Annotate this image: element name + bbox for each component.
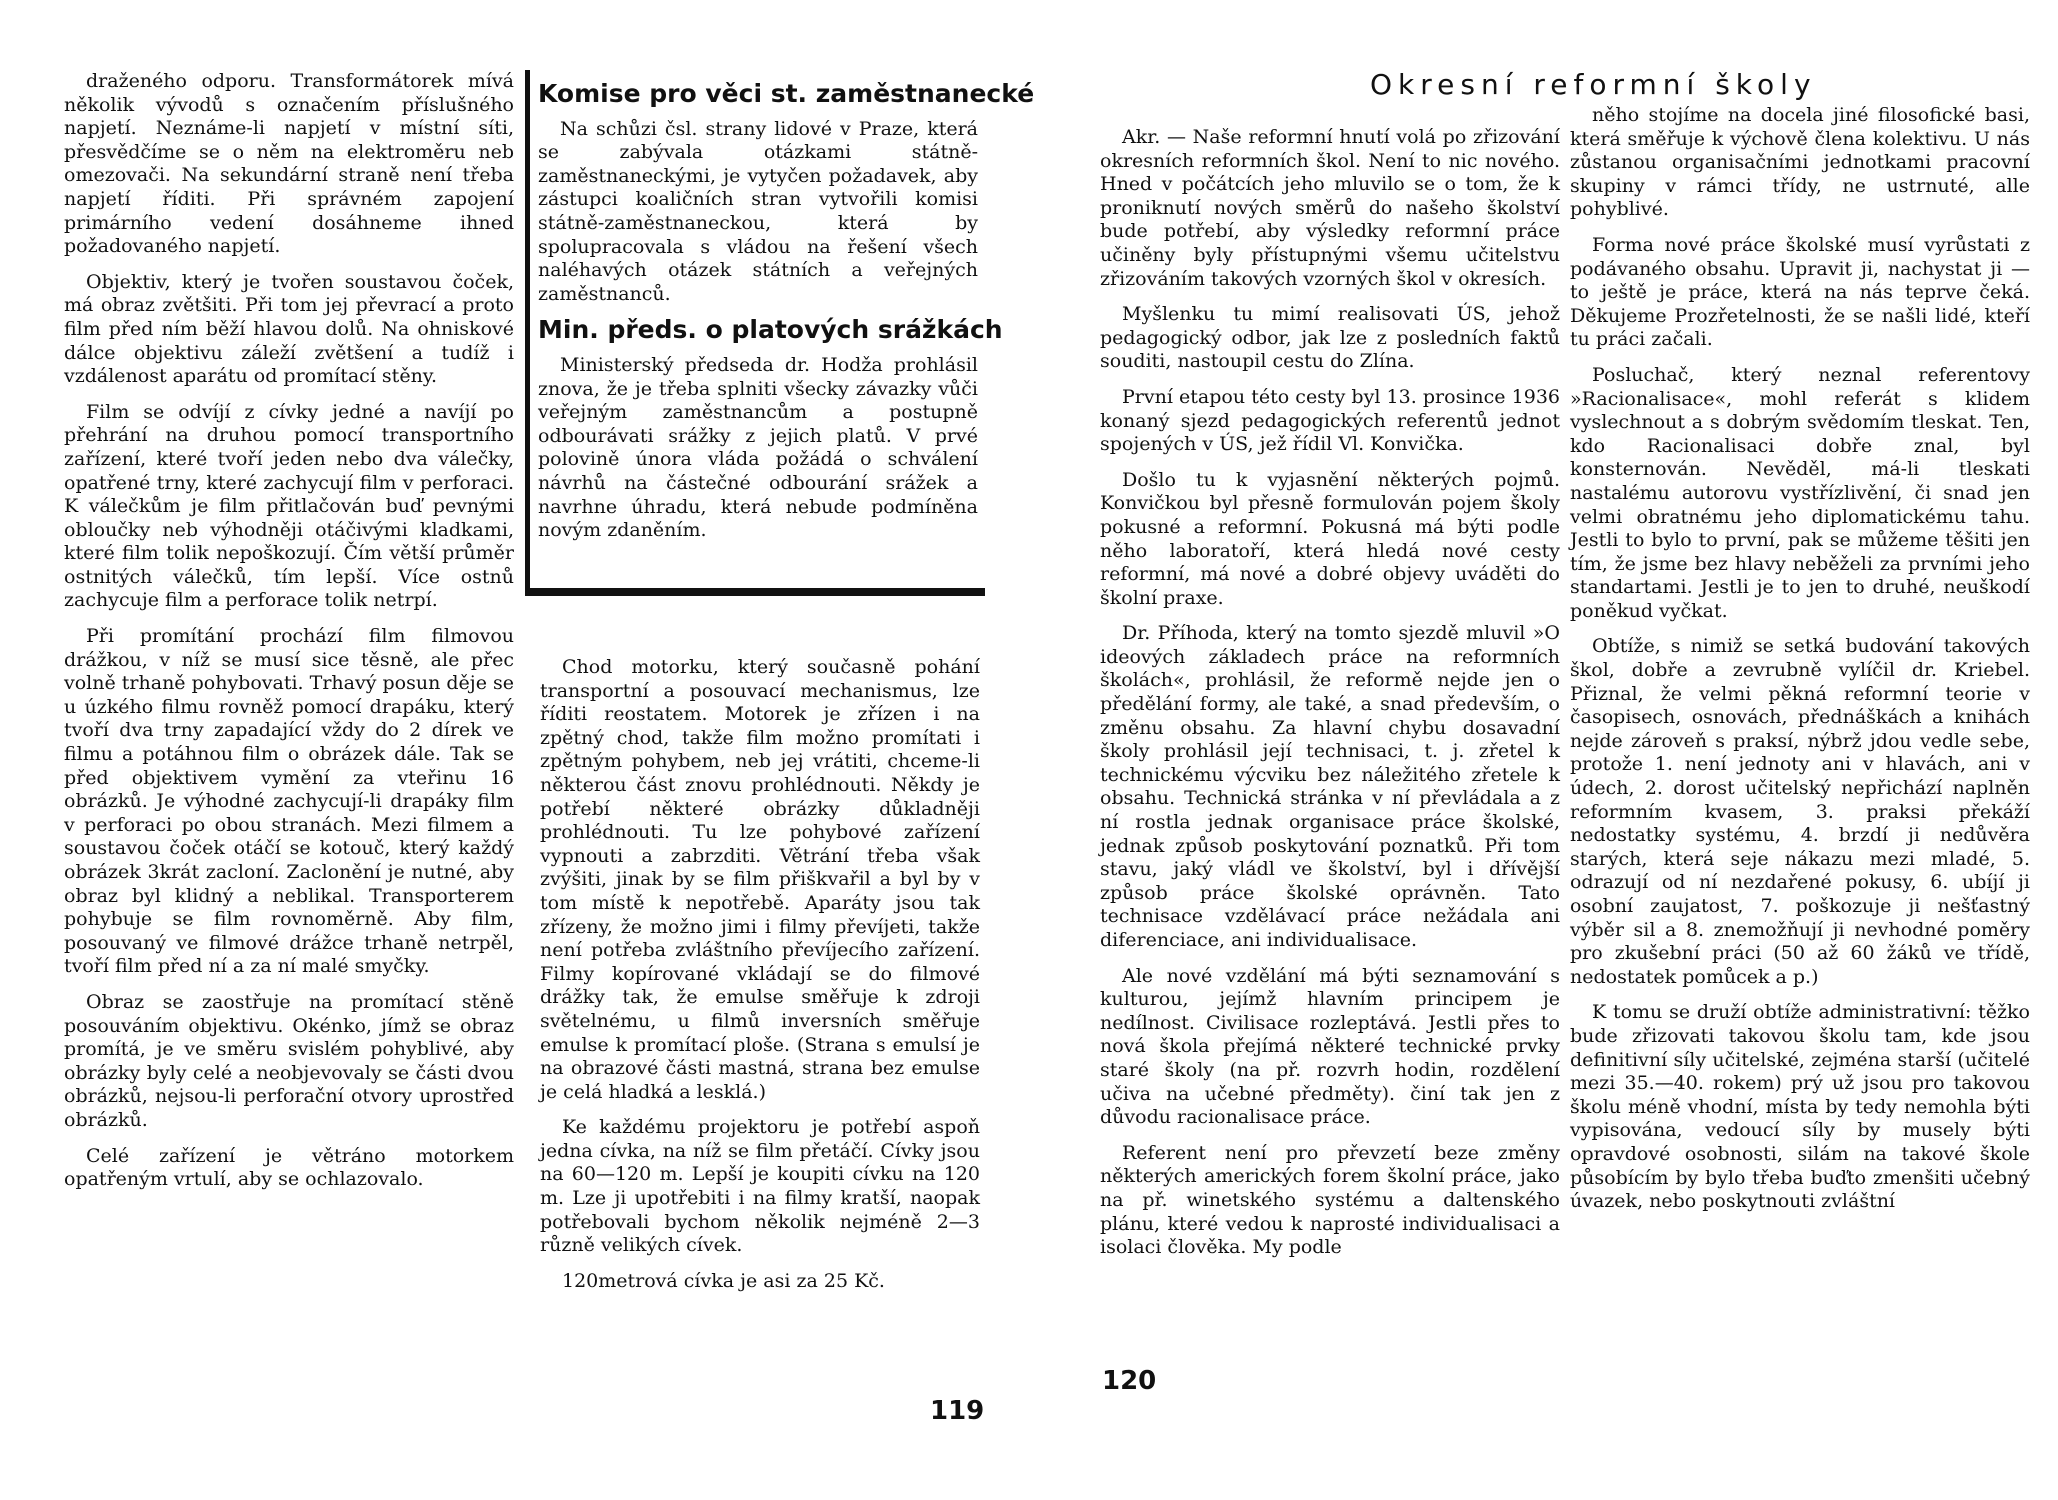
right-col1-paragraph: Dr. Příhoda, který na tomto sjezdě mluvil »O ideových základech práce na reformních školách«, prohlásil, že reformě nejde jen o předělání formy, ale také, a snad především, o změnu obsahu. Za hlavní chybu dosavadní školy prohlásil její technisaci, t. j. zřetel k technickému výcviku bez náležitého zřetele k obsahu. Technická stránka v ní převládala a z ní rostla jednak organisace práce školské, jednak způsob poskytování poznatků. Při tom stavu, jaký vládl ve školství, byl i dřívější způsob práce školské oprávněn. Tato technisace vzdělávací práce nežádala ani diferenciace, ani individualisace. <box>1100 622 1560 951</box>
page-number-right: 120 <box>1102 1366 1157 1396</box>
news-text-2: Ministerský předseda dr. Hodža prohlásil znova, že je třeba splniti všecky závazky vůči veřejným zaměstnancům a postupně odbourávati srážky z jejich platů. V prvé polovině února vláda požádá o schválení návrhů na částečné odbourání srážek a navrhne úhradu, která nebude podmíněna novým zdaněním. <box>538 353 978 542</box>
right-col1-paragraph: Akr. — Naše reformní hnutí volá po zřizování okresních reformních škol. Není to nic nového. Hned v počátcích jeho mluvilo se o tom, že k proniknutí nových směrů do našeho školství bude potřebí, aby výsledky reformní práce učiněny byly přístupnými všemu učitelstvu zřizováním takových vzorných škol v okresích. <box>1100 126 1560 290</box>
right-col2-paragraph: Forma nové práce školské musí vyrůstati z podávaného obsahu. Upravit ji, nachystat ji — to ještě je práce, která na nás teprve čeká. Děkujeme Prozřetelnosti, že se našli lidé, kteří tu práci začali. <box>1570 233 2030 351</box>
right-page <box>1040 0 2058 1500</box>
left-col1-paragraph: Obraz se zaostřuje na promítací stěně posouváním objektivu. Okénko, jímž se obraz promítá, je ve směru svislém pohyblivé, aby obrázky byly celé a neobjevovaly se části dvou obrázků, nejsou-li perforační otvory uprostřed obrázků. <box>64 990 514 1131</box>
left-column-2 <box>540 656 980 1305</box>
right-column-2 <box>1570 104 2030 1226</box>
left-col1-paragraph: draženého odporu. Transformátorek mívá několik vývodů s označením příslušného napjetí. Neznáme-li napjetí v místní síti, přesvědčíme se o něm na elektroměru neb omezovači. Na sekundární straně není třeba napjetí říditi. Při správném zapojení primárního vedení dosáhneme ihned požadovaného napjetí. <box>64 70 514 258</box>
right-col1-paragraph: Referent není pro převzetí beze změny některých amerických forem školní práce, jako na př. winetského systému a daltenského plánu, které vedou k naprosté individualisaci a isolaci člověka. My podle <box>1100 1141 1560 1259</box>
news-box <box>538 76 1035 555</box>
news-box-left-rule <box>525 70 530 590</box>
page-number-left: 119 <box>930 1396 985 1426</box>
right-col1-paragraph: První etapou této cesty byl 13. prosince 1936 konaný sjezd pedagogických referentů jednot spojených v ÚS, jež řídil Vl. Konvička. <box>1100 385 1560 456</box>
news-headline-1: Komise pro věci st. zaměstnanecké <box>538 79 1035 108</box>
right-col1-paragraph: Došlo tu k vyjasnění některých pojmů. Konvičkou byl přesně formulován pojem školy pokusné a reformní. Pokusná má býti podle něho laboratoří, která hledá nové cesty reformní, má nové a dobré objevy uváděti do školní praxe. <box>1100 468 1560 609</box>
left-col2-paragraph: 120metrová cívka je asi za 25 Kč. <box>562 1269 885 1292</box>
news-box-bottom-rule <box>525 588 985 596</box>
news-text-1: Na schůzi čsl. strany lidové v Praze, která se zabývala otázkami státně-zaměstnaneckými, je vytyčen požadavek, aby zástupci koaličních stran vytvořili komisi státně-zaměstnaneckou, která by spolupracovala s vládou na řešení všech naléhavých otázek státních a veřejných zaměstnanců. <box>538 117 978 305</box>
article-title: Okresní reformní školy <box>1370 68 1817 101</box>
right-col2-paragraph: K tomu se druží obtíže administrativní: těžko bude zřizovati takovou školu tam, kde jsou definitivní síly učitelské, zejména starší (učitelé mezi 35.—40. rokem) prý už jsou pro takovou školu méně vhodní, místa by tedy nemohla býti vypisována, vedoucí síly by musely býti opravdové osobnosti, silám na takové škole působícím by bylo třeba buďto zmenšiti učebný úvazek, nebo poskytnouti zvláštní <box>1570 1001 2030 1213</box>
right-col1-paragraph: Myšlenku tu mimí realisovati ÚS, jehož pedagogický odbor, jak lze z posledních faktů souditi, nastoupil cestu do Zlína. <box>1100 303 1560 373</box>
left-col1-paragraph: Celé zařízení je větráno motorkem opatřeným vrtulí, aby se ochlazovalo. <box>64 1144 514 1191</box>
right-col1-paragraph: Ale nové vzdělání má býti seznamování s kulturou, jejímž hlavním principem je nedílnost. Civilisace rozleptává. Jestli přes to nová škola přejímá některé technické prvky staré školy (na př. rozvrh hodin, rozdělení učiva na učebné předměty). činí tak jen z důvodu racionalisace práce. <box>1100 964 1560 1129</box>
left-col1-paragraph: Objektiv, který je tvořen soustavou čoček, má obraz zvětšiti. Při tom jej převrací a proto film před ním běží hlavou dolů. Na ohniskové dálce objektivu záleží zvětšení a tudíž i vzdálenost aparátu od promítací stěny. <box>64 270 514 388</box>
right-col2-paragraph: Posluchač, který neznal referentovy »Racionalisace«, mohl referát s klidem vyslechnout a s dobrým svědomím tleskat. Ten, kdo Racionalisaci dobře znal, byl konsternován. Nevěděl, má-li tleskati nastalému autorovu vystřízlivění, či snad jen velmi obratnému jeho diplomatickému tahu. Jestli to bylo to první, pak se můžeme těšiti jen tím, že jsme bez hlavy neběželi za prvními jeho standartami. Jestli je to jen to druhé, neuškodí poněkud vyčkat. <box>1570 363 2030 622</box>
left-col1-paragraph: Film se odvíjí z cívky jedné a navíjí po přehrání na druhou pomocí transportního zařízení, které tvoří jeden nebo dva válečky, opatřené trny, které zachycují film v perforaci. K válečkům je film přitlačován buď pevnými obloučky neb výhodněji otáčivými kladkami, které film tolik nepoškozují. Čím větší průměr ostnitých válečků, tím lepší. Více ostnů zachycuje film a perforace tolik netrpí. <box>64 400 514 612</box>
left-col2-paragraph: Chod motorku, který současně pohání transportní a posouvací mechanismus, lze říditi reostatem. Motorek je zřízen i na zpětný chod, takže film možno promítati i zpětným pohybem, neb jej vrátiti, chceme-li některou část znovu prohlédnouti. Někdy je potřebí některé obrázky důkladněji prohlédnouti. Tu lze pohybové zařízení vypnouti a zabrzditi. Větrání třeba však zvýšiti, jinak by se film přiškvařil a byl by v tom místě k nepotřebě. Aparáty jsou tak zřízeny, že možno jimi i filmy převíjeti, takže není potřeba zvláštního převíjecího zařízení. Filmy kopírované vkládají se do filmové drážky tak, že emulse směřuje k zdroji světelnému, u filmů inversních směřuje emulse k promítací ploše. (Strana s emulsí je na obrazové části mastná, strana bez emulse je celá hladká a lesklá.) <box>540 656 980 1103</box>
left-col2-paragraph: Ke každému projektoru je potřebí aspoň jedna cívka, na níž se film přetáčí. Cívky jsou na 60—120 m. Lepší je koupiti cívku na 120 m. Lze ji upotřebiti i na filmy kratší, naopak potřebovali bychom několik nejméně 2—3 různě velikých cívek. <box>540 1116 980 1257</box>
right-col2-paragraph: něho stojíme na docela jiné filosofické basi, která směřuje k výchově člena kolektivu. U nás zůstanou organisačními jednotkami pracovní skupiny v rámci třídy, ne ustrnuté, alle pohyblivé. <box>1570 104 2030 221</box>
left-column-1 <box>64 70 514 1204</box>
right-col2-paragraph: Obtíže, s nimiž se setká budování takových škol, dobře a zevrubně vylíčil dr. Kriebel. Přiznal, že velmi pěkná reformní teorie v časopisech, osnovách, přednáškách a knihách nejde zároveň s praksí, nýbrž jdou vedle sebe, protože 1. není jednoty ani v hlavách, ani v údech, 2. dorost učitelský nepřichází naplněn reformním kvasem, 3. praksi překáží nedostatky systému, 4. brzdí ji nedůvěra starých, která seje nákazu mezi mladé, 5. odrazují od ní nezdařené pokusy, 6. ubíjí ji osobní zaujatost, 7. poškozuje ji nešťastný výběr sil a 8. znemožňují ji nevhodné poměry pro zkušební práci (50 až 60 žáků ve třídě, nedostatek pomůcek a p.) <box>1570 635 2030 988</box>
left-col1-paragraph: Při promítání prochází film filmovou drážkou, v níž se musí sice těsně, ale přec volně trhaně pohybovati. Trhavý posun děje se u úzkého filmu rovněž pomocí drapáku, který tvoří dva trny zapadající vždy do 2 dírek ve filmu a potáhnou film o obrázek dále. Tak se před objektivem vymění za vteřinu 16 obrázků. Je výhodné zachycují-li drapáky film v perforaci po obou stranách. Mezi filmem a soustavou čoček otáčí se kotouč, který každý obrázek 3krát zacloní. Zaclonění je nutné, aby obraz byl klidný a neblikal. Transporterem pohybuje se film rovnoměrně. Aby film, posouvaný ve filmové drážce trhaně netrpěl, tvoří film před ní a za ní malé smyčky. <box>64 625 514 978</box>
right-column-1 <box>1100 126 1560 1272</box>
news-headline-2: Min. předs. o platových srážkách <box>538 315 1003 345</box>
